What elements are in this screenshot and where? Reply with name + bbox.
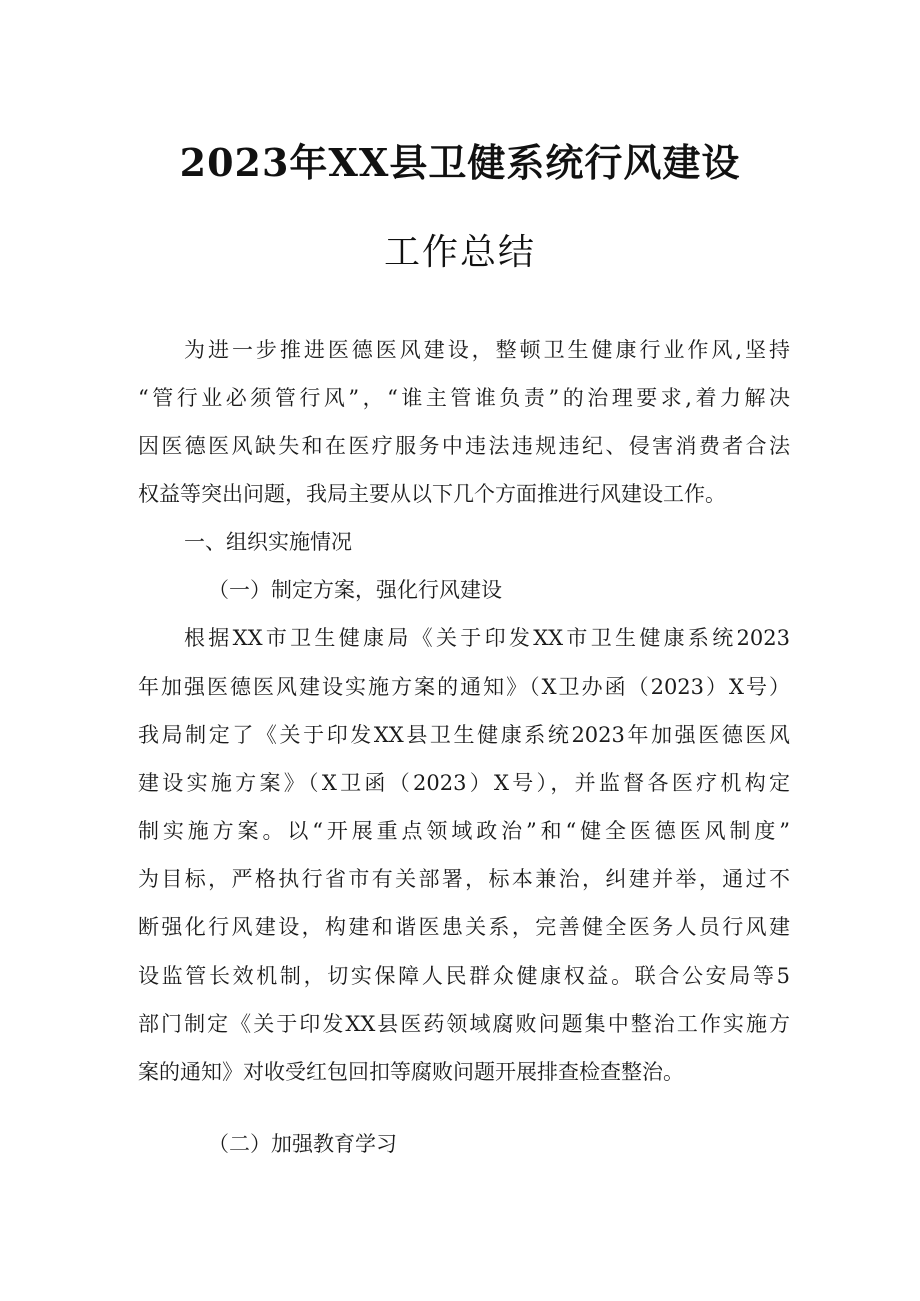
- body-line: 根据XX市卫生健康局《关于印发XX市卫生健康系统2023: [184, 626, 790, 650]
- body-line: 我局制定了《关于印发XX县卫生健康系统2023年加强医德医风: [138, 723, 790, 747]
- body-line: 为目标，严格执行省市有关部署，标本兼治，纠建并举，通过不: [138, 867, 790, 891]
- body-line: 断强化行风建设，构建和谐医患关系，完善健全医务人员行风建: [138, 915, 790, 939]
- body-line: 设监管长效机制，切实保障人民群众健康权益。联合公安局等5: [138, 964, 790, 988]
- intro-line: 为进一步推进医德医风建设，整顿卫生健康行业作风,坚持: [184, 338, 790, 362]
- subsection-heading: （一）制定方案，强化行风建设: [208, 578, 502, 602]
- document-title-line1: 2023年XX县卫健系统行风建设: [179, 140, 741, 185]
- body-line: 部门制定《关于印发XX县医药领域腐败问题集中整治工作实施方: [138, 1012, 790, 1036]
- intro-line: 因医德医风缺失和在医疗服务中违法违规违纪、侵害消费者合法: [138, 434, 790, 458]
- section-heading: 一、组织实施情况: [184, 530, 352, 554]
- intro-line: 权益等突出问题，我局主要从以下几个方面推进行风建设工作。: [138, 482, 726, 506]
- body-line: 案的通知》对收受红包回扣等腐败问题开展排查检查整治。: [138, 1060, 684, 1084]
- intro-line: “管行业必须管行风”，“谁主管谁负责”的治理要求,着力解决: [138, 386, 790, 410]
- body-line: 年加强医德医风建设实施方案的通知》（X卫办函（2023）X号）: [138, 675, 790, 699]
- subsection-heading: （二）加强教育学习: [208, 1132, 397, 1156]
- document-title-line2: 工作总结: [383, 232, 536, 273]
- body-line: 制实施方案。以“开展重点领域政治”和“健全医德医风制度”: [138, 819, 790, 843]
- body-line: 建设实施方案》（X卫函（2023）X号），并监督各医疗机构定: [138, 771, 790, 795]
